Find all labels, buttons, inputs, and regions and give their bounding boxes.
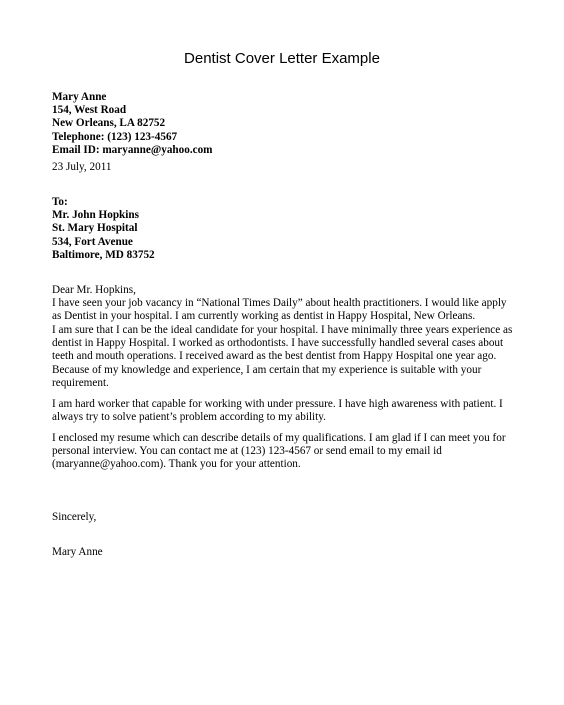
salutation: Dear Mr. Hopkins, [52,284,136,296]
sender-name: Mary Anne [52,91,107,103]
body-line: I am hard worker that capable for working with under pressure. I have high awareness with patient. I [52,398,503,410]
letter-date: 23 July, 2011 [52,161,112,173]
sender-telephone: Telephone: (123) 123-4567 [52,130,178,143]
body-line: I enclosed my resume which can describe details of my qualifications. I am glad if I can meet you for [52,432,506,444]
sender-email: Email ID: maryanne@yahoo.com [52,143,213,156]
document-title: Dentist Cover Letter Example [184,50,380,67]
recipient-address [52,196,155,262]
sender-city: New Orleans, LA 82752 [52,117,166,130]
sender-address [52,91,213,157]
recipient-name: Mr. John Hopkins [52,209,139,222]
sender-street: 154, West Road [52,104,127,117]
body-line: always try to solve patient’s problem according to my ability. [52,411,326,424]
body-line: dentist in Happy Hospital. I worked as orthodontists. I have successfully handled several cases about [52,337,504,350]
body-paragraph-4 [52,432,522,472]
body-line: personal interview. You can contact me at (123) 123-4567 or send email to my email id [52,445,442,458]
body-line: teeth and mouth operations. I received award as the best dentist from Happy Hospital one year ago. [52,350,497,363]
body-paragraph-3 [52,398,522,424]
recipient-street: 534, Fort Avenue [52,235,133,248]
recipient-to-label: To: [52,196,68,208]
body-line: Because of my knowledge and experience, I am certain that my experience is suitable with your [52,363,482,376]
signature-name: Mary Anne [52,546,103,558]
letter-body [52,284,522,324]
body-line: requirement. [52,376,109,389]
body-line: as Dentist in your hospital. I am currently working as dentist in Happy Hospital, New Orleans. [52,310,476,323]
body-line: I have seen your job vacancy in “National Times Daily” about health practitioners. I would like apply [52,297,507,310]
body-paragraph-2 [52,324,522,390]
body-line: (maryanne@yahoo.com). Thank you for your attention. [52,458,301,471]
body-line: I am sure that I can be the ideal candidate for your hospital. I have minimally three years experience as [52,324,513,336]
recipient-organization: St. Mary Hospital [52,222,138,235]
closing: Sincerely, [52,511,97,523]
recipient-city: Baltimore, MD 83752 [52,248,155,261]
